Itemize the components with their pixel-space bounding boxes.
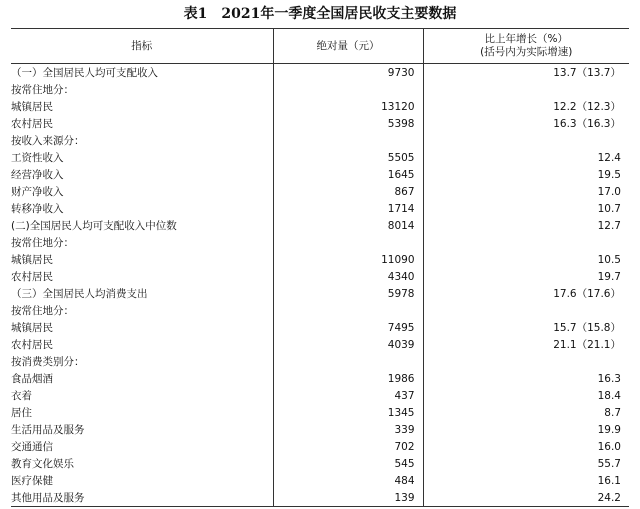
row-growth: 18.4 bbox=[597, 389, 621, 402]
row-label: 按常住地分： bbox=[11, 234, 273, 251]
table-row bbox=[11, 404, 629, 421]
table-row bbox=[11, 200, 629, 217]
row-label: 教育文化娱乐 bbox=[11, 455, 273, 472]
table-row bbox=[11, 81, 629, 98]
row-value: 1986 bbox=[273, 370, 423, 387]
table-row bbox=[11, 438, 629, 455]
row-growth: 16.3（16.3） bbox=[553, 118, 621, 130]
row-growth bbox=[423, 353, 629, 370]
table-row bbox=[11, 268, 629, 285]
row-growth bbox=[423, 302, 629, 319]
row-label: 其他用品及服务 bbox=[11, 489, 273, 507]
row-growth: 17.0 bbox=[597, 185, 621, 198]
table-row bbox=[11, 217, 629, 234]
row-value: 702 bbox=[273, 438, 423, 455]
row-growth: 13.7（13.7） bbox=[553, 67, 621, 79]
row-value: 545 bbox=[273, 455, 423, 472]
row-growth: 19.9 bbox=[597, 423, 621, 436]
row-value bbox=[273, 132, 423, 149]
table-row bbox=[11, 421, 629, 438]
row-growth bbox=[423, 132, 629, 149]
table-row bbox=[11, 336, 629, 353]
table-row bbox=[11, 251, 629, 268]
row-value: 1645 bbox=[273, 166, 423, 183]
row-growth: 19.7 bbox=[597, 270, 621, 283]
table-row bbox=[11, 387, 629, 404]
row-value: 8014 bbox=[273, 217, 423, 234]
row-value bbox=[273, 302, 423, 319]
header-growth bbox=[423, 29, 629, 64]
row-growth: 10.5 bbox=[597, 253, 621, 266]
table-row bbox=[11, 455, 629, 472]
row-label: （三）全国居民人均消费支出 bbox=[11, 285, 273, 302]
row-label: 生活用品及服务 bbox=[11, 421, 273, 438]
header-row bbox=[11, 29, 629, 64]
row-label: 医疗保健 bbox=[11, 472, 273, 489]
row-growth: 16.3 bbox=[597, 372, 621, 385]
row-label: 城镇居民 bbox=[11, 319, 273, 336]
row-growth: 10.7 bbox=[597, 202, 621, 215]
row-value: 1714 bbox=[273, 200, 423, 217]
row-value bbox=[273, 353, 423, 370]
row-growth: 19.5 bbox=[597, 168, 621, 181]
row-value: 7495 bbox=[273, 319, 423, 336]
table-row bbox=[11, 183, 629, 200]
row-growth bbox=[423, 81, 629, 98]
table-row bbox=[11, 234, 629, 251]
table-row bbox=[11, 472, 629, 489]
row-growth: 8.7 bbox=[604, 406, 621, 419]
row-label: 财产净收入 bbox=[11, 183, 273, 200]
row-growth: 16.1 bbox=[597, 474, 621, 487]
row-value: 13120 bbox=[273, 98, 423, 115]
row-label: 城镇居民 bbox=[11, 251, 273, 268]
table-row bbox=[11, 370, 629, 387]
table-row bbox=[11, 115, 629, 132]
row-growth: 24.2 bbox=[423, 489, 629, 507]
row-label: 农村居民 bbox=[11, 336, 273, 353]
row-value: 139 bbox=[273, 489, 423, 507]
table-row bbox=[11, 149, 629, 166]
row-growth: 12.4 bbox=[597, 151, 621, 164]
data-table bbox=[11, 28, 629, 507]
row-value: 5505 bbox=[273, 149, 423, 166]
table-row bbox=[11, 489, 629, 507]
row-label: 城镇居民 bbox=[11, 98, 273, 115]
row-growth: 55.7 bbox=[597, 457, 621, 470]
row-label: 交通通信 bbox=[11, 438, 273, 455]
header-growth-line2: (括号内为实际增速) bbox=[480, 46, 573, 58]
table-body bbox=[11, 64, 629, 507]
table-row bbox=[11, 319, 629, 336]
row-label: 按常住地分： bbox=[11, 302, 273, 319]
table-row bbox=[11, 302, 629, 319]
row-value: 9730 bbox=[273, 64, 423, 82]
row-label: 按消费类别分： bbox=[11, 353, 273, 370]
table-row bbox=[11, 64, 629, 82]
header-indicator: 指标 bbox=[11, 29, 273, 64]
row-value: 4039 bbox=[273, 336, 423, 353]
row-label: 按常住地分： bbox=[11, 81, 273, 98]
row-value: 11090 bbox=[273, 251, 423, 268]
header-absolute: 绝对量（元） bbox=[273, 29, 423, 64]
row-growth bbox=[423, 234, 629, 251]
row-growth: 15.7（15.8） bbox=[553, 322, 621, 334]
table-row bbox=[11, 98, 629, 115]
row-value: 867 bbox=[273, 183, 423, 200]
row-label: 农村居民 bbox=[11, 115, 273, 132]
row-label: 转移净收入 bbox=[11, 200, 273, 217]
row-label: 食品烟酒 bbox=[11, 370, 273, 387]
row-value: 484 bbox=[273, 472, 423, 489]
row-value: 437 bbox=[273, 387, 423, 404]
row-value bbox=[273, 234, 423, 251]
table-row bbox=[11, 285, 629, 302]
row-value: 5398 bbox=[273, 115, 423, 132]
row-label: 工资性收入 bbox=[11, 149, 273, 166]
row-label: 衣着 bbox=[11, 387, 273, 404]
row-growth: 21.1（21.1） bbox=[553, 339, 621, 351]
table-row bbox=[11, 353, 629, 370]
row-label: （一）全国居民人均可支配收入 bbox=[11, 64, 273, 82]
row-value: 1345 bbox=[273, 404, 423, 421]
row-growth: 12.7 bbox=[597, 219, 621, 232]
row-value: 339 bbox=[273, 421, 423, 438]
row-value: 4340 bbox=[273, 268, 423, 285]
row-growth: 16.0 bbox=[597, 440, 621, 453]
row-label: 按收入来源分： bbox=[11, 132, 273, 149]
row-label: 农村居民 bbox=[11, 268, 273, 285]
header-growth-line1: 比上年增长（%） bbox=[484, 33, 568, 45]
row-value: 5978 bbox=[273, 285, 423, 302]
row-label: 经营净收入 bbox=[11, 166, 273, 183]
row-growth: 12.2（12.3） bbox=[553, 101, 621, 113]
table-row bbox=[11, 132, 629, 149]
row-growth: 17.6（17.6） bbox=[553, 288, 621, 300]
table-row bbox=[11, 166, 629, 183]
table-title: 表1 2021年一季度全国居民收支主要数据 bbox=[183, 6, 457, 22]
row-label: 居住 bbox=[11, 404, 273, 421]
row-label: (二)全国居民人均可支配收入中位数 bbox=[11, 217, 273, 234]
row-value bbox=[273, 81, 423, 98]
